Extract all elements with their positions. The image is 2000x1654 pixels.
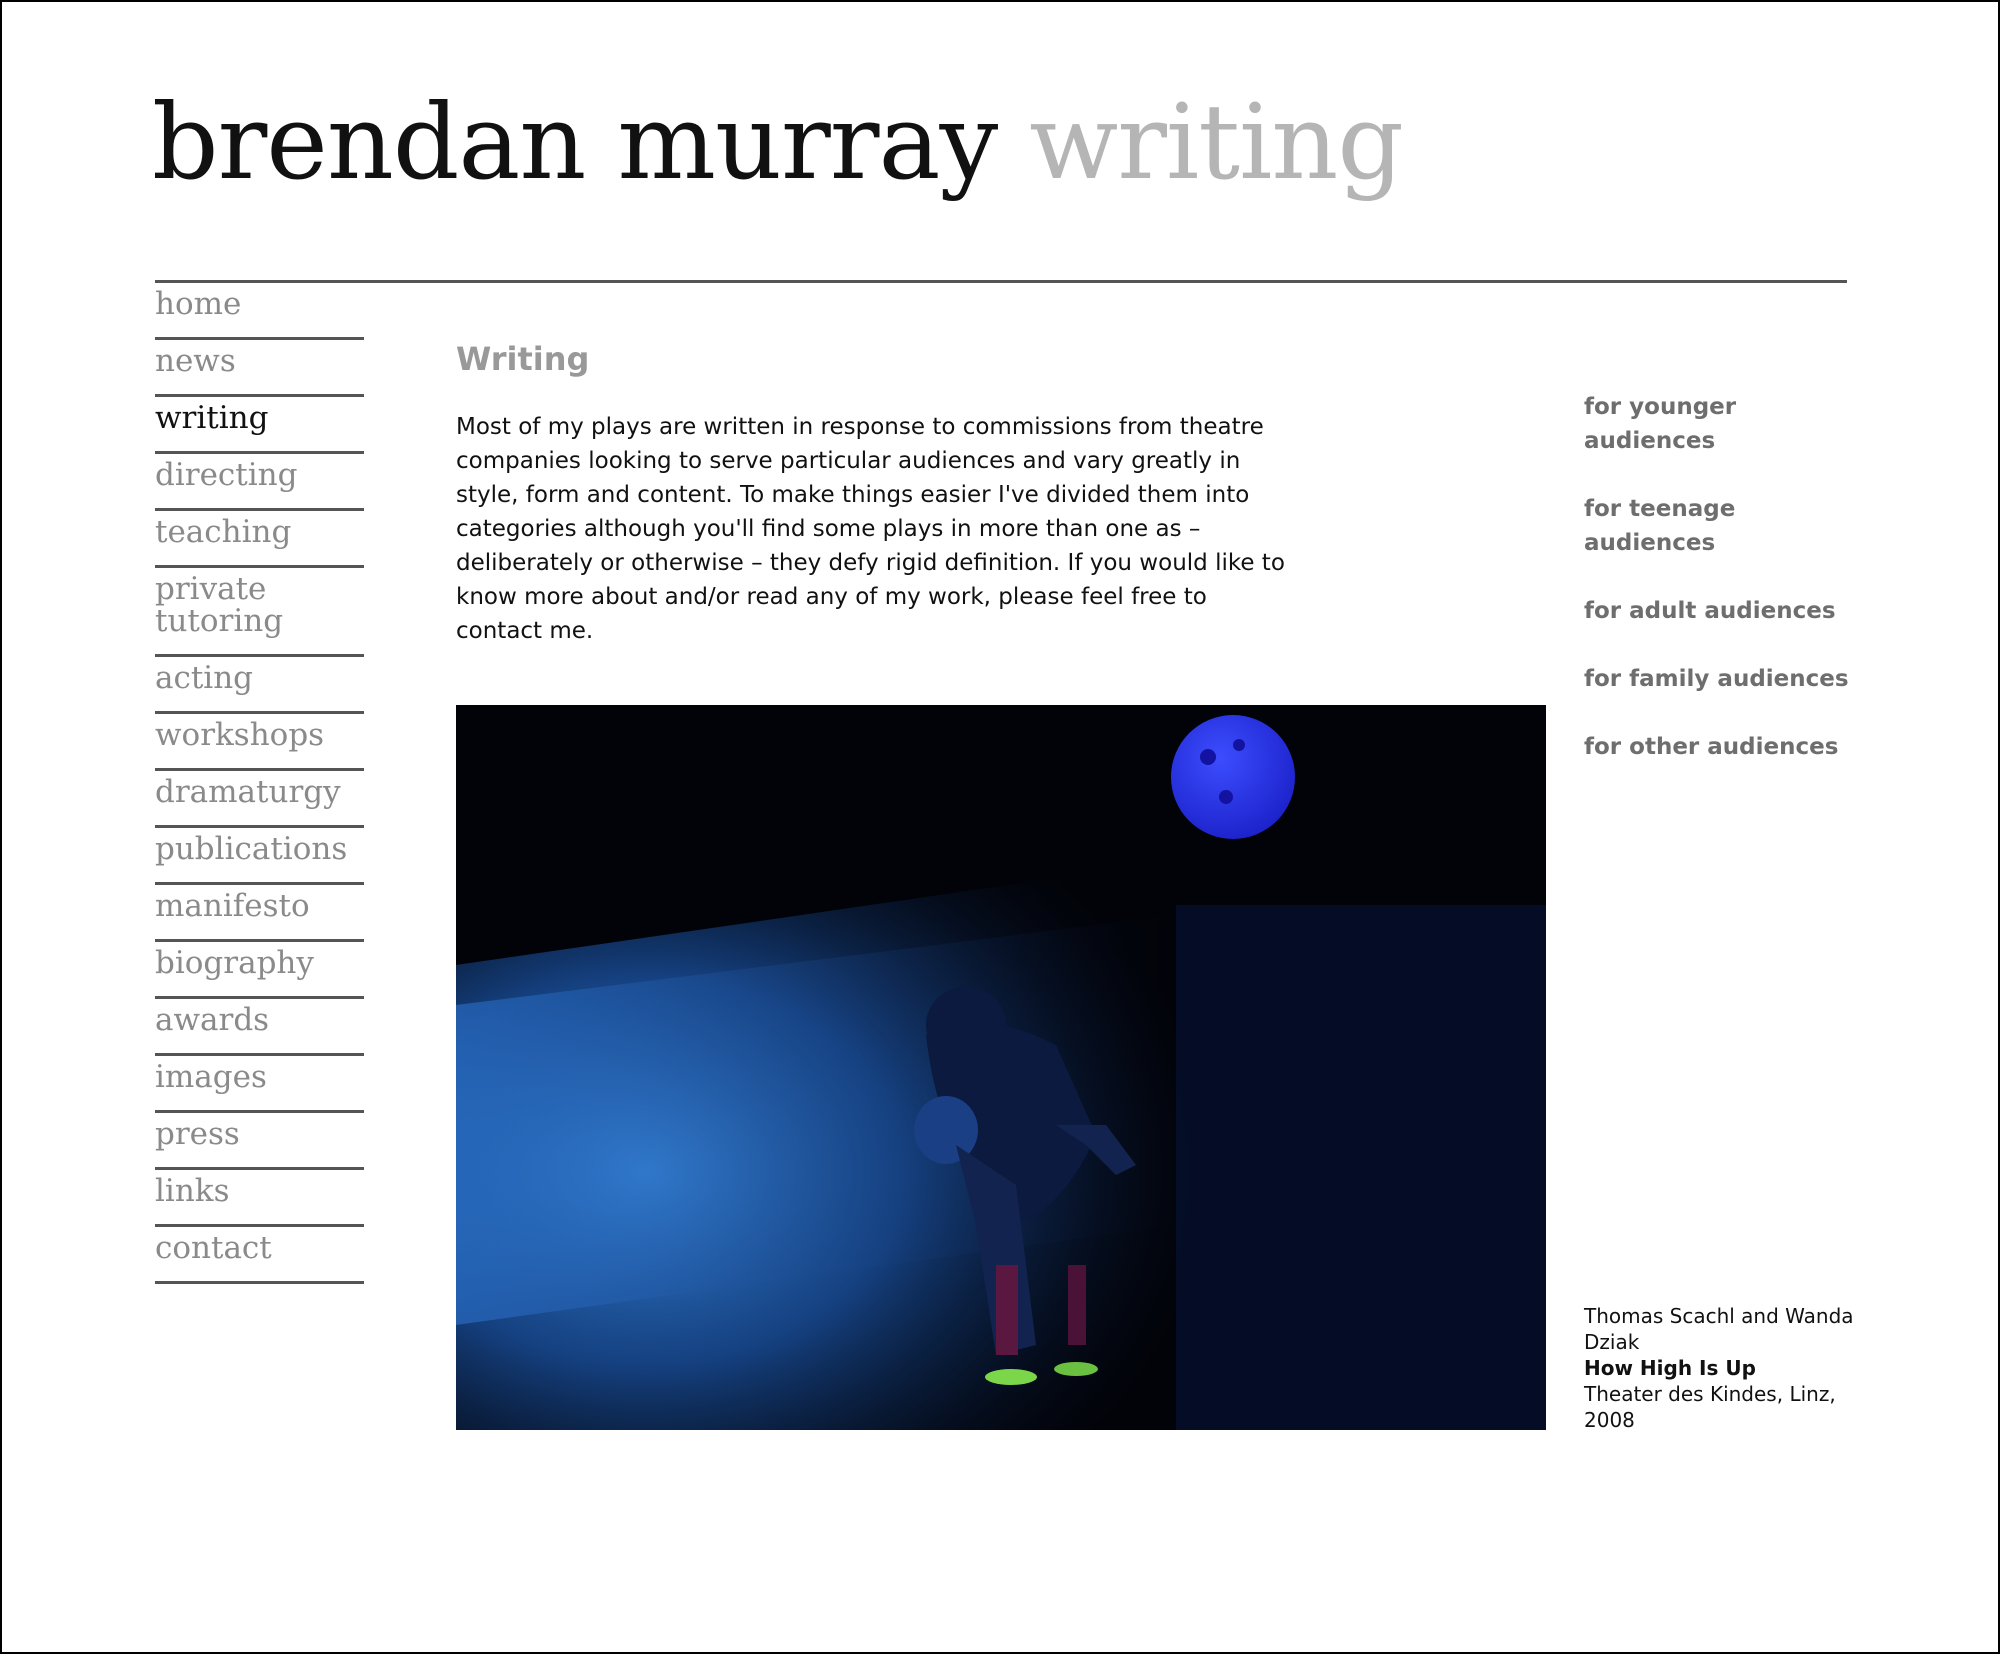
header-divider — [155, 280, 1847, 283]
nav-item-label: news — [155, 343, 236, 379]
nav-item-label: home — [155, 286, 242, 322]
nav-item-acting[interactable] — [155, 657, 364, 714]
link-adult-audiences[interactable]: for adult audiences — [1584, 598, 1836, 624]
nav-item-links[interactable] — [155, 1170, 364, 1227]
photo-caption — [1584, 1303, 1854, 1433]
nav-item-contact[interactable] — [155, 1227, 364, 1284]
nav-item-private-tutoring[interactable] — [155, 568, 364, 657]
stage-photo-illustration — [456, 705, 1546, 1430]
nav-item-label: awards — [155, 1002, 270, 1038]
nav-item-label: directing — [155, 457, 298, 493]
intro-paragraph: Most of my plays are written in response to commissions from theatre companies looking to serve particular audiences and vary greatly in style, form and content. To make things easier I've divided them into categories although you'll find some plays in more than one as – deliberately or otherwise – they defy rigid definition. If you would like to know more about and/or read any of my work, please feel free to contact me. — [456, 414, 1285, 644]
nav-item-writing[interactable] — [155, 397, 364, 454]
nav-item-home[interactable] — [155, 283, 364, 340]
nav-item-teaching[interactable] — [155, 511, 364, 568]
nav-item-label: manifesto — [155, 888, 310, 924]
nav-item-label: images — [155, 1059, 267, 1095]
link-teenage-audiences[interactable]: for teenage audiences — [1584, 496, 1736, 556]
nav-item-news[interactable] — [155, 340, 364, 397]
nav-item-images[interactable] — [155, 1056, 364, 1113]
caption-credits: Thomas Scachl and Wanda Dziak — [1584, 1304, 1854, 1354]
caption-play-title: How High Is Up — [1584, 1356, 1756, 1380]
caption-venue: Theater des Kindes, Linz, 2008 — [1584, 1382, 1836, 1432]
nav-item-biography[interactable] — [155, 942, 364, 999]
nav-item-directing[interactable] — [155, 454, 364, 511]
nav-item-publications[interactable] — [155, 828, 364, 885]
nav-item-dramaturgy[interactable] — [155, 771, 364, 828]
audience-links — [1584, 390, 1854, 798]
link-other-audiences[interactable]: for other audiences — [1584, 734, 1839, 760]
nav-item-label: contact — [155, 1230, 272, 1266]
nav-item-label: teaching — [155, 514, 292, 550]
nav-item-workshops[interactable] — [155, 714, 364, 771]
nav-item-label: biography — [155, 945, 314, 981]
nav-item-label: publications — [155, 831, 348, 867]
nav-item-manifesto[interactable] — [155, 885, 364, 942]
nav-item-label: acting — [155, 660, 254, 696]
site-name: brendan murray — [152, 81, 998, 203]
link-younger-audiences[interactable]: for younger audiences — [1584, 394, 1737, 454]
production-photo — [456, 705, 1546, 1430]
page-title: Writing — [456, 340, 590, 378]
nav-item-label: press — [155, 1116, 240, 1152]
nav-item-label: dramaturgy — [155, 774, 341, 810]
nav-item-label: writing — [155, 400, 269, 436]
nav-item-label: workshops — [155, 717, 325, 753]
nav-item-label: links — [155, 1173, 230, 1209]
nav-item-awards[interactable] — [155, 999, 364, 1056]
link-family-audiences[interactable]: for family audiences — [1584, 666, 1849, 692]
nav-item-label: private tutoring — [155, 571, 284, 639]
nav-item-press[interactable] — [155, 1113, 364, 1170]
main-nav — [155, 283, 364, 1284]
moon-prop — [1171, 715, 1295, 839]
site-section-word: writing — [1029, 81, 1403, 203]
site-logo[interactable] — [152, 72, 1403, 212]
